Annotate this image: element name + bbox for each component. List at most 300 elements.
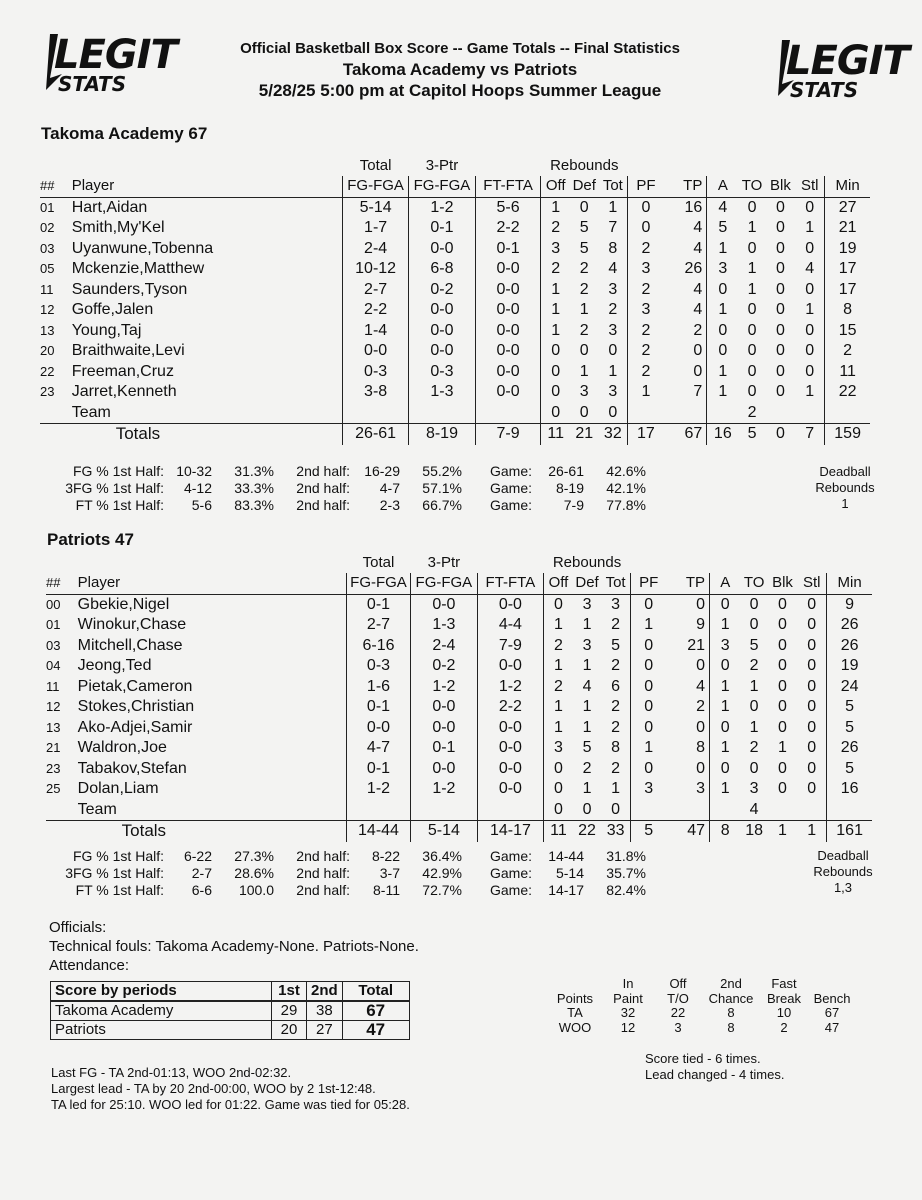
stat-def: 2: [579, 280, 589, 298]
total-def: 22: [573, 821, 602, 842]
stat-off: 0: [544, 779, 573, 800]
col-stl: Stl: [797, 573, 827, 594]
player-name: Saunders,Tyson: [71, 280, 188, 298]
away-shooting-percentages: [54, 848, 646, 899]
stat-3p: 2-4: [411, 636, 477, 657]
player-number: 25: [46, 781, 61, 797]
stat-a: 1: [710, 738, 741, 759]
legit-stats-logo-right: [772, 36, 909, 106]
player-row: [46, 779, 872, 800]
stat-blk: 0: [776, 321, 785, 339]
half1-pct: 31.3%: [234, 463, 274, 479]
game-label: Game:: [489, 480, 532, 496]
points-paint: 12: [620, 1019, 636, 1035]
game-pct: 35.7%: [606, 865, 646, 881]
team-label: Team: [71, 403, 111, 421]
stat-off: 2: [544, 677, 573, 698]
half2-pct: 66.7%: [422, 497, 462, 513]
fast-top-label: Fast: [771, 976, 797, 992]
stat-min: 2: [825, 341, 870, 362]
stat-tot: 3: [608, 280, 618, 298]
home-team-title: Takoma Academy 67: [41, 124, 208, 143]
stat-fg: 2-7: [342, 280, 408, 301]
stat-3p: 0-0: [411, 697, 477, 718]
total-min: 161: [827, 821, 872, 842]
rebounds-label: Rebounds: [815, 480, 875, 495]
player-number: 13: [46, 719, 61, 735]
stat-tp: 2: [696, 698, 705, 716]
col-ft: FT-FTA: [475, 176, 541, 197]
stat-def: 1: [579, 301, 589, 319]
stat-stl: 0: [805, 342, 815, 360]
game-made: 7-9: [563, 497, 584, 513]
total-tot: 32: [599, 424, 628, 445]
stat-3p: 0-2: [411, 656, 477, 677]
col-3p: FG-FGA: [409, 176, 475, 197]
stat-fg: 2-7: [346, 615, 410, 636]
stat-stl: 1: [805, 219, 815, 237]
footer-notes: [51, 1065, 410, 1113]
half1-made: 6-6: [191, 882, 212, 898]
total-off: 11: [541, 424, 570, 445]
player-name: Jarret,Kenneth: [71, 383, 177, 401]
half1-made: 10-32: [176, 463, 212, 479]
stat-ft: 1-2: [477, 677, 544, 698]
stat-fg: 1-7: [342, 218, 408, 239]
total-to: 18: [740, 821, 767, 842]
stat-def: 5: [579, 239, 589, 257]
stat-stl: 0: [807, 718, 817, 736]
stat-min: 26: [827, 738, 872, 759]
game-label: Game:: [489, 882, 532, 898]
half1-pct: 27.3%: [234, 848, 274, 864]
stat-ft: 5-6: [475, 197, 541, 218]
player-name: Tabakov,Stefan: [77, 759, 187, 777]
stat-3p: 0-1: [409, 218, 475, 239]
stat-fg: 3-8: [342, 382, 408, 403]
stat-a: 0: [710, 594, 741, 615]
team-number: [40, 403, 72, 424]
pct-row: [54, 480, 646, 497]
stat-ft: 0-0: [475, 341, 541, 362]
stat-fg: 1-4: [342, 321, 408, 342]
player-number: 11: [46, 678, 60, 694]
stat-a: 1: [707, 362, 739, 383]
technical-fouls: Technical fouls: Takoma Academy-None. Patriots-None.: [49, 938, 419, 955]
player-number: 02: [40, 220, 55, 236]
player-number: 00: [46, 596, 61, 612]
stat-def: 2: [579, 321, 589, 339]
col-fg: FG-FGA: [342, 176, 408, 197]
col-min: Min: [827, 573, 872, 594]
stat-stl: 0: [807, 677, 817, 695]
stat-off: 1: [541, 300, 570, 321]
stat-tp: 0: [696, 718, 705, 736]
stat-fg: 4-7: [346, 738, 410, 759]
team-fg: [342, 403, 408, 424]
stat-3p: 0-2: [409, 280, 475, 301]
col-ft: FT-FTA: [477, 573, 544, 594]
half1-made: 4-12: [183, 480, 212, 496]
player-name: Goffe,Jalen: [71, 301, 154, 319]
stat-pf: 2: [628, 239, 664, 260]
player-name: Freeman,Cruz: [71, 362, 174, 380]
largest-lead: Largest lead - TA by 20 2nd-00:00, WOO by 2 1st-12:48.: [51, 1081, 376, 1096]
player-number: 13: [40, 322, 55, 338]
away-team-title: Patriots 47: [47, 530, 134, 549]
stat-pf: 1: [628, 382, 664, 403]
stat-to: 0: [749, 595, 759, 613]
game-label: Game:: [489, 848, 532, 864]
stat-off: 3: [544, 738, 573, 759]
stat-min: 17: [825, 280, 870, 301]
points-bench: 67: [824, 1005, 840, 1021]
stat-to: 0: [749, 616, 759, 634]
lead-changed: Lead changed - 4 times.: [645, 1067, 785, 1082]
stat-off: 0: [544, 594, 573, 615]
stat-to: 0: [749, 759, 759, 777]
stat-stl: 1: [805, 383, 815, 401]
stat-to: 0: [747, 362, 757, 380]
points-chance: 8: [727, 1005, 735, 1021]
header-line-3: 5/28/25 5:00 pm at Capitol Hoops Summer League: [258, 81, 662, 100]
team-to: 4: [749, 800, 759, 818]
stat-tp: 21: [687, 636, 705, 654]
stat-a: 0: [707, 341, 739, 362]
stat-ft: 0-0: [475, 321, 541, 342]
col-pf: PF: [628, 176, 664, 197]
group-total-label: Total: [362, 554, 395, 571]
stat-tot: 3: [611, 595, 621, 613]
to-label: T/O: [667, 990, 689, 1006]
stat-stl: 0: [807, 636, 817, 654]
stat-tp: 2: [693, 321, 703, 339]
player-row: [40, 259, 870, 280]
stat-def: 1: [582, 780, 592, 798]
stat-tp: 0: [693, 342, 703, 360]
stat-fg: 1-2: [346, 779, 410, 800]
stat-def: 0: [579, 342, 589, 360]
stat-blk: 0: [778, 780, 787, 798]
player-number: 03: [46, 637, 61, 653]
points-team: TA: [567, 1005, 583, 1021]
stat-blk: 0: [778, 718, 787, 736]
stat-pf: 1: [630, 615, 666, 636]
stat-ft: 0-0: [477, 738, 544, 759]
stat-min: 5: [827, 718, 872, 739]
stat-blk: 0: [776, 362, 785, 380]
total-ft: 14-17: [477, 821, 544, 842]
player-name: Dolan,Liam: [77, 780, 159, 798]
half2-made: 8-11: [373, 882, 400, 898]
col-a: A: [710, 573, 741, 594]
stat-3p: 0-0: [409, 300, 475, 321]
stat-fg: 10-12: [342, 259, 408, 280]
stat-blk: 0: [776, 260, 785, 278]
stat-3p: 0-0: [411, 594, 477, 615]
team-a: [710, 800, 741, 821]
stat-off: 0: [541, 382, 570, 403]
player-row: [46, 636, 872, 657]
stat-a: 1: [710, 697, 741, 718]
player-number: 20: [40, 343, 55, 359]
player-name: Winokur,Chase: [77, 616, 187, 634]
stat-off: 3: [541, 239, 570, 260]
col-num: ##: [40, 176, 72, 197]
stat-fg: 2-2: [342, 300, 408, 321]
player-row: [46, 759, 872, 780]
stat-stl: 0: [807, 698, 817, 716]
col-player: Player: [78, 573, 347, 594]
team-stl: [797, 800, 827, 821]
player-row: [46, 594, 872, 615]
group-3ptr-label: 3-Ptr: [427, 554, 461, 571]
stat-off: 2: [541, 259, 570, 280]
stat-a: 0: [707, 321, 739, 342]
player-name: Stokes,Christian: [77, 698, 195, 716]
stat-tp: 4: [696, 677, 705, 695]
stat-off: 1: [544, 697, 573, 718]
total-3p: 8-19: [409, 424, 475, 445]
team-to: 2: [747, 403, 757, 421]
total-a: 16: [707, 424, 739, 445]
player-row: [46, 656, 872, 677]
stat-ft: 0-0: [475, 382, 541, 403]
group-3ptr-label: 3-Ptr: [425, 157, 459, 174]
legit-stats-logo-left: [40, 30, 177, 100]
team-def: 0: [579, 403, 589, 421]
points-to: 22: [670, 1005, 686, 1021]
stat-stl: 0: [805, 198, 815, 216]
score-by-periods-table: [50, 981, 410, 1040]
stat-ft: 0-0: [477, 656, 544, 677]
stat-blk: 0: [776, 219, 785, 237]
chance-label: Chance: [708, 990, 754, 1006]
stat-tot: 2: [611, 718, 621, 736]
player-number: 22: [40, 363, 55, 379]
stat-tot: 2: [608, 301, 618, 319]
total-tp: 47: [667, 821, 710, 842]
stat-off: 1: [544, 656, 573, 677]
stat-min: 8: [825, 300, 870, 321]
team-blk: [766, 403, 795, 424]
stat-pf: 0: [630, 718, 666, 739]
stat-3p: 1-2: [409, 197, 475, 218]
attendance-label: Attendance:: [49, 957, 130, 974]
half1-made: 6-22: [183, 848, 212, 864]
stat-fg: 0-1: [346, 697, 410, 718]
stat-to: 1: [749, 677, 759, 695]
stat-ft: 4-4: [477, 615, 544, 636]
stat-off: 0: [544, 759, 573, 780]
pct-label: FG % 1st Half:: [72, 848, 164, 864]
team-fg: [346, 800, 410, 821]
player-name: Smith,My'Kel: [71, 219, 165, 237]
stat-stl: 1: [805, 301, 815, 319]
stat-pf: 0: [630, 636, 666, 657]
total-off: 11: [544, 821, 573, 842]
game-made: 26-61: [548, 463, 584, 479]
stat-pf: 2: [628, 280, 664, 301]
bench-label: Bench: [813, 990, 851, 1006]
logo-subtext: STATS: [790, 78, 859, 102]
half2-label: 2nd half:: [296, 882, 350, 898]
team-ft: [477, 800, 544, 821]
stat-tot: 2: [611, 698, 621, 716]
total-pf: 5: [630, 821, 666, 842]
stat-def: 1: [582, 657, 592, 675]
team-tot: 0: [608, 403, 618, 421]
periods-label: Score by periods: [51, 982, 272, 1002]
pct-label: FG % 1st Half:: [72, 463, 164, 479]
last-fg: Last FG - TA 2nd-01:13, WOO 2nd-02:32.: [51, 1065, 292, 1080]
stat-3p: 1-2: [411, 677, 477, 698]
game-made: 14-44: [548, 848, 584, 864]
stat-tp: 7: [693, 383, 703, 401]
stat-to: 0: [749, 698, 759, 716]
stat-stl: 0: [807, 759, 817, 777]
logo-text: LEGIT: [54, 32, 177, 78]
stat-off: 1: [544, 718, 573, 739]
half1-pct: 83.3%: [234, 497, 274, 513]
stat-a: 1: [710, 677, 741, 698]
stat-to: 0: [747, 198, 757, 216]
stat-stl: 0: [807, 657, 817, 675]
group-total-label: Total: [359, 157, 392, 174]
team-min: [827, 800, 872, 821]
total-blk: 0: [766, 424, 795, 445]
stat-pf: 0: [630, 594, 666, 615]
stat-off: 2: [541, 218, 570, 239]
stat-def: 3: [582, 636, 592, 654]
stat-def: 1: [579, 362, 589, 380]
half1-pct: 33.3%: [234, 480, 274, 496]
stat-def: 5: [582, 739, 592, 757]
stat-def: 1: [582, 698, 592, 716]
team-label: Team: [77, 800, 117, 818]
col-3p: FG-FGA: [411, 573, 477, 594]
group-rebounds-label: Rebounds: [550, 157, 619, 174]
periods-header-row: [51, 982, 410, 1002]
stat-ft: 0-0: [475, 280, 541, 301]
stat-off: 1: [541, 197, 570, 218]
player-name: Gbekie,Nigel: [77, 595, 170, 613]
game-pct: 42.6%: [606, 463, 646, 479]
col-tot: Tot: [601, 573, 630, 594]
player-row: [46, 697, 872, 718]
half2-pct: 42.9%: [422, 865, 462, 881]
stat-a: 5: [707, 218, 739, 239]
stat-ft: 0-0: [475, 259, 541, 280]
period-total-label: Total: [342, 982, 409, 1002]
stat-fg: 0-0: [346, 718, 410, 739]
stat-off: 0: [541, 341, 570, 362]
player-name: Ako-Adjei,Samir: [77, 718, 193, 736]
stat-3p: 0-1: [411, 738, 477, 759]
player-name: Waldron,Joe: [77, 739, 167, 757]
stat-tp: 4: [693, 239, 703, 257]
half2-made: 16-29: [364, 463, 400, 479]
half2-made: 4-7: [379, 480, 400, 496]
stat-to: 2: [749, 657, 759, 675]
away-box-score-table: [46, 553, 872, 842]
stat-def: 0: [579, 198, 589, 216]
stat-stl: 0: [805, 362, 815, 380]
player-name: Mitchell,Chase: [77, 636, 183, 654]
stat-a: 1: [707, 382, 739, 403]
half2-label: 2nd half:: [296, 848, 350, 864]
col-blk: Blk: [768, 573, 797, 594]
half2-label: 2nd half:: [296, 463, 350, 479]
stat-tot: 2: [611, 657, 621, 675]
stat-ft: 0-0: [475, 300, 541, 321]
half1-made: 5-6: [191, 497, 212, 513]
team-pf: [628, 403, 664, 424]
stat-min: 21: [825, 218, 870, 239]
stat-a: 1: [707, 239, 739, 260]
stat-to: 3: [749, 780, 759, 798]
stat-to: 5: [749, 636, 759, 654]
points-header-top: [552, 977, 860, 992]
pct-row: [54, 865, 646, 882]
stat-min: 9: [827, 594, 872, 615]
totals-number: [46, 821, 78, 842]
half2-pct: 36.4%: [422, 848, 462, 864]
stat-to: 0: [747, 342, 757, 360]
stat-ft: 0-0: [477, 718, 544, 739]
stat-to: 2: [749, 739, 759, 757]
stat-a: 0: [710, 656, 741, 677]
stat-ft: 0-0: [477, 594, 544, 615]
periods-row: [51, 1021, 410, 1040]
stat-tot: 1: [611, 780, 621, 798]
points-label: Points: [556, 990, 594, 1006]
stat-blk: 0: [778, 595, 787, 613]
points-row: [552, 1006, 860, 1021]
logo-subtext: STATS: [58, 72, 127, 96]
total-fg: 26-61: [342, 424, 408, 445]
col-blk: Blk: [766, 176, 795, 197]
player-row: [40, 239, 870, 260]
team-3p: [409, 403, 475, 424]
total-to: 5: [738, 424, 765, 445]
player-name: Young,Taj: [71, 321, 142, 339]
game-pct: 77.8%: [606, 497, 646, 513]
stat-min: 5: [827, 759, 872, 780]
stat-fg: 0-3: [342, 362, 408, 383]
points-chance: 8: [727, 1019, 735, 1035]
points-fast: 10: [776, 1005, 792, 1021]
points-bench: 47: [824, 1019, 840, 1035]
period-total-score: 47: [342, 1021, 409, 1040]
stat-off: 0: [541, 362, 570, 383]
stat-fg: 0-3: [346, 656, 410, 677]
stat-fg: 6-16: [346, 636, 410, 657]
pct-label: FT % 1st Half:: [75, 882, 164, 898]
col-tp: TP: [664, 176, 707, 197]
stat-fg: 2-4: [342, 239, 408, 260]
total-min: 159: [825, 424, 870, 445]
stat-min: 17: [825, 259, 870, 280]
stat-ft: 2-2: [475, 218, 541, 239]
stat-pf: 2: [628, 341, 664, 362]
stat-blk: 0: [778, 636, 787, 654]
player-number: 23: [46, 760, 61, 776]
stat-pf: 0: [630, 656, 666, 677]
rebounds-label: Rebounds: [813, 864, 873, 879]
paint-top-label: In: [622, 976, 634, 992]
stat-pf: 0: [628, 197, 664, 218]
